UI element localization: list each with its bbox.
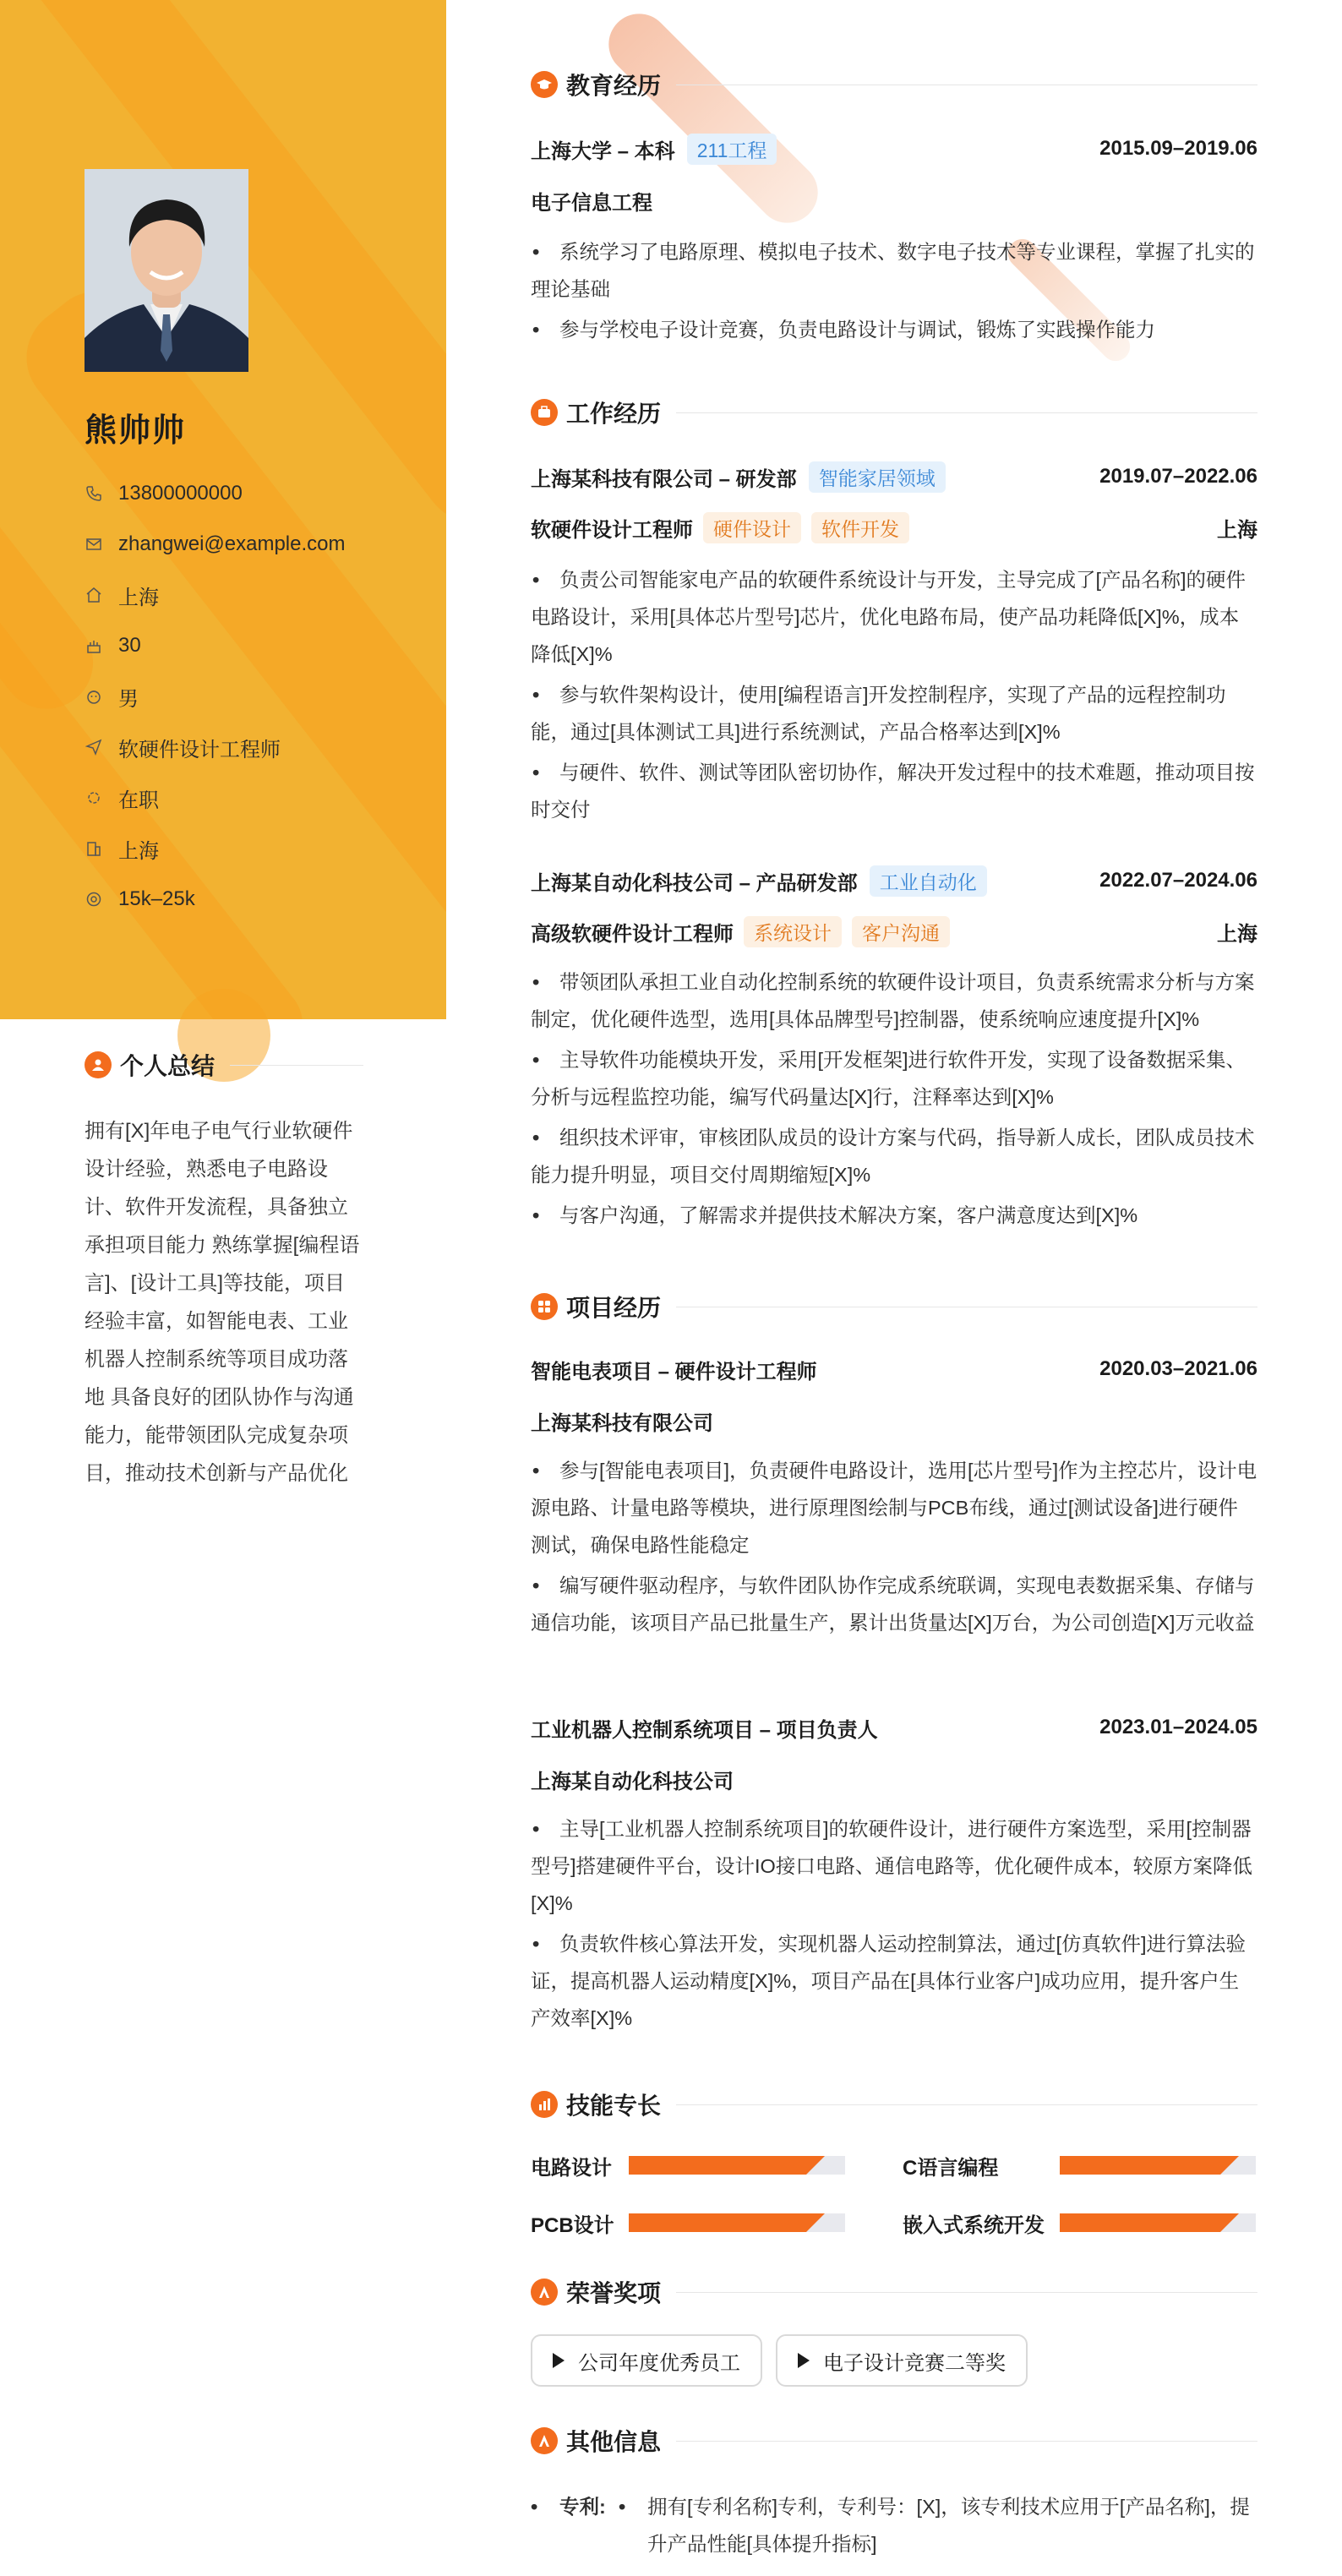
candidate-name: 熊帅帅 (85, 413, 187, 449)
projects-title: 项目经历 (566, 1295, 662, 1321)
summary-section-header (85, 1048, 363, 1082)
user-icon (85, 1051, 112, 1078)
grid-icon (531, 1293, 558, 1320)
award-item: 公司年度优秀员工 (531, 2334, 762, 2387)
education-section-header (531, 68, 1257, 101)
role-tag: 软件开发 (811, 512, 909, 543)
education-row (531, 134, 1257, 164)
salary-icon (85, 890, 103, 909)
school-tag: 211工程 (687, 134, 777, 165)
work-title: 工作经历 (566, 401, 662, 427)
job-2-role-row (531, 916, 1257, 947)
list-item: • 负责公司智能家电产品的软硬件系统设计与开发，主导完成了[产品名称]的硬件电路设计，采用[具体芯片型号]芯片，优化电路布局，使产品功耗降低[X]%，成本降低[X]% (531, 569, 1247, 665)
info-status: 在职 (85, 783, 159, 813)
gender-icon (85, 687, 103, 706)
building-icon (85, 839, 103, 858)
skill-bar (629, 2156, 845, 2175)
info-phone: 13800000000 (85, 478, 243, 509)
job-tag: 工业自动化 (870, 865, 987, 897)
graduation-cap-icon (531, 71, 558, 98)
other-title: 其他信息 (566, 2429, 662, 2455)
job-tag: 智能家居领域 (809, 461, 946, 493)
project-name: 智能电表项目 – 硬件设计工程师 (531, 1360, 817, 1384)
work-section-header (531, 396, 1257, 429)
project-name: 工业机器人控制系统项目 – 项目负责人 (531, 1718, 878, 1742)
job-1-role-row (531, 512, 1257, 543)
job-city: 上海 (1217, 518, 1257, 542)
job-2-bullets (531, 963, 1257, 1237)
list-item: • 组织技术评审，审核团队成员的设计方案与代码，指导新人成长，团队成员技术能力提升明显，项目交付周期缩短[X]% (531, 1127, 1255, 1186)
education-date: 2015.09–2019.06 (1099, 137, 1257, 160)
info-city: 上海 (85, 833, 159, 864)
list-item: • 带领团队承担工业自动化控制系统的软硬件设计项目，负责系统需求分析与方案制定，优化硬件选型，选用[具体品牌型号]控制器，使系统响应速度提升[X]% (531, 971, 1255, 1030)
skills-title: 技能专长 (566, 2093, 662, 2119)
info-gender: 男 (85, 681, 139, 712)
info-email: zhangwei@example.com (85, 529, 346, 559)
job-1-header (531, 461, 1257, 492)
list-item: • 系统学习了电路原理、模拟电子技术、数字电子技术等专业课程，掌握了扎实的理论基础 (531, 241, 1255, 300)
bar-chart-icon (531, 2091, 558, 2118)
skill-item: 电路设计 (531, 2150, 845, 2180)
project-2-bullets (531, 1810, 1257, 2040)
patent-info: • 专利: • 拥有[专利名称]专利，专利号：[X]，该专利技术应用于[产品名称]，提升产品性能[具体提升指标] (531, 2488, 1257, 2562)
skills-section-header (531, 2088, 1257, 2121)
award-icon (531, 2427, 558, 2454)
list-item: • 负责软件核心算法开发，实现机器人运动控制算法，通过[仿真软件]进行算法验证，提高机器人运动精度[X]%，项目产品在[具体行业客户]成功应用，提升客户生产效率[X]% (531, 1933, 1247, 2029)
project-2-header (531, 1712, 1257, 1743)
play-icon (798, 2353, 810, 2368)
status-icon (85, 789, 103, 807)
phone-icon (85, 484, 103, 503)
summary-title: 个人总结 (120, 1053, 215, 1079)
role-tag: 硬件设计 (703, 512, 801, 543)
job-role: 软硬件设计工程师 (531, 518, 693, 542)
job-2-header (531, 865, 1257, 896)
education-title: 教育经历 (566, 73, 662, 99)
skill-bar (1060, 2156, 1256, 2175)
project-1-header (531, 1354, 1257, 1384)
briefcase-icon (531, 399, 558, 426)
list-item: • 主导[工业机器人控制系统项目]的软硬件设计，进行硬件方案选型，采用[控制器型号]搭建硬件平台，设计IO接口电路、通信电路等，优化硬件成本，较原方案降低[X]% (531, 1818, 1252, 1914)
info-position: 软硬件设计工程师 (85, 732, 281, 762)
main-content (531, 0, 1257, 2576)
list-item: • 参与[智能电表项目]，负责硬件电路设计，选用[芯片型号]作为主控芯片，设计电源电路、计量电路等模块，进行原理图绘制与PCB布线，通过[测试设备]进行硬件测试，确保电路性能稳定 (531, 1460, 1257, 1556)
job-company: 上海某科技有限公司 – 研发部 (531, 467, 797, 491)
list-item: • 与客户沟通，了解需求并提供技术解决方案，客户满意度达到[X]% (532, 1204, 1138, 1226)
honors-title: 荣誉奖项 (566, 2280, 662, 2306)
cake-icon (85, 636, 103, 655)
patent-label: 专利: (559, 2496, 606, 2518)
job-date: 2019.07–2022.06 (1099, 465, 1257, 488)
summary-text: 拥有[X]年电子电气行业软硬件设计经验，熟悉电子电路设计、软件开发流程，具备独立承担项目能力 熟练掌握[编程语言]、[设计工具]等技能，项目经验丰富，如智能电表、工业机器人控制系统等项目成功落地 具备良好的团队协作与沟通能力，能带领团队完成复杂项目，推动技术创新与产品优化 (85, 1120, 360, 1485)
job-role: 高级软硬件设计工程师 (531, 922, 734, 946)
sidebar (0, 0, 446, 2576)
role-tag: 系统设计 (744, 916, 842, 947)
job-date: 2022.07–2024.06 (1099, 869, 1257, 892)
honors-section-header (531, 2275, 1257, 2309)
other-section-header (531, 2424, 1257, 2458)
project-date: 2023.01–2024.05 (1099, 1716, 1257, 1738)
award-icon (531, 2279, 558, 2306)
project-org: 上海某科技有限公司 (531, 1412, 713, 1435)
job-company: 上海某自动化科技公司 – 产品研发部 (531, 871, 858, 895)
sidebar-header-background (0, 0, 446, 1019)
send-icon (85, 738, 103, 756)
play-icon (553, 2353, 565, 2368)
list-item: • 与硬件、软件、测试等团队密切协作，解决开发过程中的技术难题，推动项目按时交付 (531, 761, 1255, 821)
skill-item: PCB设计 (531, 2208, 845, 2238)
info-age: 30 (85, 630, 141, 661)
list-item: • 参与学校电子设计竞赛，负责电路设计与调试，锻炼了实践操作能力 (532, 319, 1155, 341)
project-date: 2020.03–2021.06 (1099, 1357, 1257, 1380)
education-bullets (531, 233, 1257, 352)
home-icon (85, 586, 103, 604)
skill-item: C语言编程 (903, 2150, 1256, 2180)
projects-section-header (531, 1290, 1257, 1323)
info-salary: 15k–25k (85, 884, 195, 914)
education-major: 电子信息工程 (531, 192, 652, 215)
profile-photo (85, 169, 248, 372)
list-item: • 编写硬件驱动程序，与软件团队协作完成系统联调，实现电表数据采集、存储与通信功能，该项目产品已批量生产，累计出货量达[X]万台，为公司创造[X]万元收益 (531, 1575, 1255, 1634)
info-location: 上海 (85, 580, 159, 610)
project-org: 上海某自动化科技公司 (531, 1771, 734, 1793)
job-1-bullets (531, 561, 1257, 832)
skill-item: 嵌入式系统开发 (903, 2208, 1256, 2238)
project-1-bullets (531, 1452, 1257, 1645)
school-name: 上海大学 – 本科 (531, 139, 675, 163)
job-city: 上海 (1217, 922, 1257, 946)
role-tag: 客户沟通 (852, 916, 950, 947)
award-item: 电子设计竞赛二等奖 (776, 2334, 1028, 2387)
list-item: • 参与软件架构设计，使用[编程语言]开发控制程序，实现了产品的远程控制功能，通过[具体测试工具]进行系统测试，产品合格率达到[X]% (531, 684, 1226, 743)
patent-text: 拥有[专利名称]专利，专利号：[X]，该专利技术应用于[产品名称]，提升产品性能[具体提升指标] (647, 2496, 1250, 2555)
list-item: • 主导软件功能模块开发，采用[开发框架]进行软件开发，实现了设备数据采集、分析与远程监控功能，编写代码量达[X]行，注释率达到[X]% (531, 1049, 1247, 1108)
mail-icon (85, 535, 103, 554)
skill-bar (629, 2213, 845, 2232)
skill-bar (1060, 2213, 1256, 2232)
